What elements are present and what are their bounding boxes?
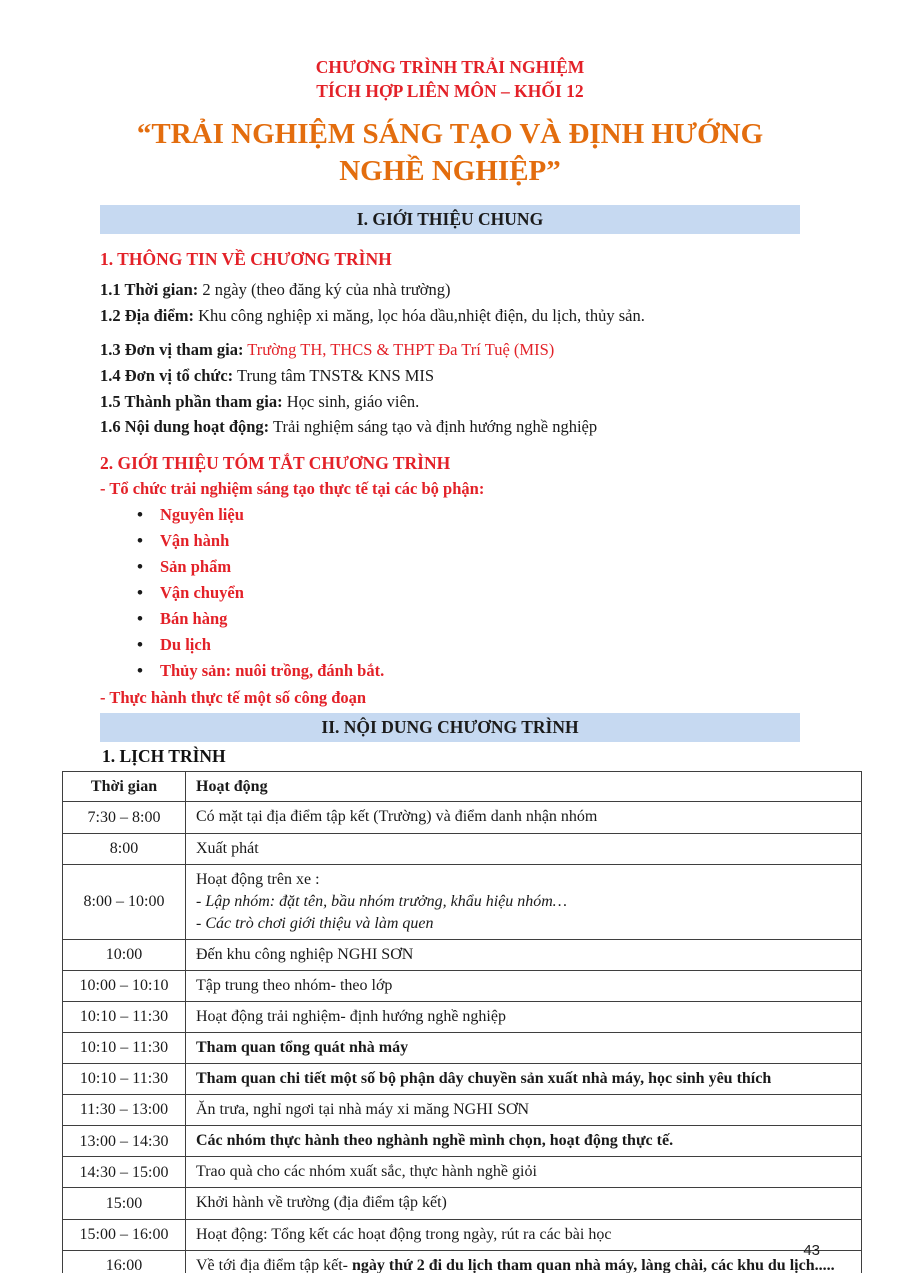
section-banner-1: I. GIỚI THIỆU CHUNG (100, 205, 800, 234)
activity-line: Hoạt động trên xe : (196, 870, 320, 888)
activity-line: Trao quà cho các nhóm xuất sắc, thực hành nghề giỏi (196, 1163, 537, 1181)
info-label: 1.5 Thành phần tham gia: (100, 391, 283, 411)
activity-cell (186, 1064, 862, 1095)
list-item: • Sản phẩm (100, 558, 800, 577)
summary-intro: - Tổ chức trải nghiệm sáng tạo thực tế tại các bộ phận: (100, 479, 485, 499)
activity-line: Khởi hành về trường (địa điểm tập kết) (196, 1194, 447, 1212)
schedule-heading: 1. LỊCH TRÌNH (102, 745, 226, 766)
table-row (63, 1126, 862, 1157)
doc-header-line1: CHƯƠNG TRÌNH TRẢI NGHIỆM (315, 57, 585, 77)
activity-line: Hoạt động trải nghiệm- định hướng nghề nghiệp (196, 1007, 506, 1025)
list-item: • Nguyên liệu (100, 506, 800, 525)
info-value: Trải nghiệm sáng tạo và định hướng nghề nghiệp (269, 417, 598, 437)
doc-header-line2: TÍCH HỢP LIÊN MÔN – KHỐI 12 (316, 80, 584, 101)
time-header-cell: Thời gian (63, 771, 186, 802)
table-row (63, 802, 862, 833)
table-row (63, 970, 862, 1001)
activity-line: Hoạt động: Tổng kết các hoạt động trong ngày, rút ra các bài học (196, 1225, 612, 1243)
info-label: 1.1 Thời gian: (100, 280, 199, 300)
time-cell: 10:10 – 11:30 (63, 1064, 186, 1095)
program-title-line2: NGHỀ NGHIỆP” (339, 155, 561, 188)
table-row (63, 1157, 862, 1188)
activity-header-cell: Hoạt động (186, 771, 862, 802)
info-line (100, 339, 800, 361)
activity-cell (186, 864, 862, 939)
info-value: 2 ngày (theo đăng ký của nhà trường) (198, 280, 451, 300)
activity-line: Xuất phát (196, 839, 259, 857)
section-banner-2: II. NỘI DUNG CHƯƠNG TRÌNH (100, 713, 800, 742)
program-title (100, 116, 800, 190)
activity-line: - Các trò chơi giới thiệu và làm quen (196, 914, 434, 932)
activity-cell (186, 1157, 862, 1188)
table-row (63, 1188, 862, 1219)
activity-cell (186, 1126, 862, 1157)
table-row (63, 864, 862, 939)
info-value: Trường TH, THCS & THPT Đa Trí Tuệ (MIS) (243, 340, 555, 359)
activity-cell (186, 939, 862, 970)
info-value: Khu công nghiệp xi măng, lọc hóa dầu,nhiệt điện, du lịch, thủy sản. (193, 306, 645, 326)
time-cell: 11:30 – 13:00 (63, 1095, 186, 1126)
info-label: 1.4 Đơn vị tổ chức: (100, 365, 234, 385)
activity-cell (186, 802, 862, 833)
time-cell: 8:00 – 10:00 (63, 864, 186, 939)
activity-line: Đến khu công nghiệp NGHI SƠN (196, 945, 414, 963)
table-row (63, 1001, 862, 1032)
program-info-list (100, 279, 800, 438)
activity-cell (186, 1095, 862, 1126)
schedule-table (62, 771, 862, 1273)
info-value: Học sinh, giáo viên. (282, 391, 420, 411)
list-item: • Bán hàng (100, 610, 800, 629)
activity-line: - Lập nhóm: đặt tên, bầu nhóm trưởng, khẩu hiệu nhóm… (196, 892, 568, 910)
activity-line: Các nhóm thực hành theo nghành nghề mình chọn, hoạt động thực tế. (196, 1132, 674, 1150)
activity-line: Có mặt tại địa điểm tập kết (Trường) và điểm danh nhận nhóm (196, 808, 598, 826)
info-label: 1.3 Đơn vị tham gia: (100, 340, 244, 359)
info-line (100, 305, 800, 327)
section-1-heading: 1. THÔNG TIN VỀ CHƯƠNG TRÌNH (100, 249, 392, 270)
program-title-line1: “TRẢI NGHIỆM SÁNG TẠO VÀ ĐỊNH HƯỚNG (136, 118, 764, 151)
activity-line: Về tới địa điểm tập kết- ngày thứ 2 đi du lịch tham quan nhà máy, làng chài, các khu du lịch..... (196, 1256, 835, 1273)
info-value: Trung tâm TNST& KNS MIS (233, 365, 435, 385)
info-line (100, 279, 800, 301)
summary-outro: - Thực hành thực tế một số công đoạn (100, 687, 367, 707)
activity-cell (186, 1001, 862, 1032)
table-row (63, 1033, 862, 1064)
table-row (63, 1250, 862, 1273)
activity-cell (186, 833, 862, 864)
time-cell: 10:00 – 10:10 (63, 970, 186, 1001)
time-cell: 10:10 – 11:30 (63, 1001, 186, 1032)
time-cell: 15:00 – 16:00 (63, 1219, 186, 1250)
table-row (63, 1095, 862, 1126)
schedule-table-body (63, 802, 862, 1273)
list-item: • Thủy sản: nuôi trồng, đánh bắt. (100, 662, 800, 681)
activity-cell (186, 1188, 862, 1219)
activity-line: Tham quan tổng quát nhà máy (196, 1039, 409, 1057)
page-number: 43 (803, 1242, 820, 1259)
list-item: • Du lịch (100, 636, 800, 655)
info-line (100, 391, 800, 413)
activity-cell (186, 1219, 862, 1250)
table-row (63, 1219, 862, 1250)
section-2-heading: 2. GIỚI THIỆU TÓM TẮT CHƯƠNG TRÌNH (100, 453, 451, 474)
info-line (100, 416, 800, 438)
table-header-row (63, 771, 862, 802)
activity-cell (186, 970, 862, 1001)
time-cell: 14:30 – 15:00 (63, 1157, 186, 1188)
info-label: 1.6 Nội dung hoạt động: (100, 417, 270, 437)
table-row (63, 939, 862, 970)
time-cell: 10:10 – 11:30 (63, 1033, 186, 1064)
time-cell: 13:00 – 14:30 (63, 1126, 186, 1157)
activity-cell (186, 1250, 862, 1273)
time-cell: 8:00 (63, 833, 186, 864)
activity-line: Tập trung theo nhóm- theo lớp (196, 976, 393, 994)
list-item: • Vận chuyển (100, 584, 800, 603)
activity-line: Tham quan chi tiết một số bộ phận dây chuyền sản xuất nhà máy, học sinh yêu thích (196, 1070, 772, 1088)
activity-cell (186, 1033, 862, 1064)
activity-line: Ăn trưa, nghỉ ngơi tại nhà máy xi măng NGHI SƠN (196, 1101, 530, 1119)
table-row (63, 1064, 862, 1095)
experience-bullet-list (100, 506, 800, 681)
time-cell: 16:00 (63, 1250, 186, 1273)
time-cell: 10:00 (63, 939, 186, 970)
schedule-table-wrap (62, 771, 862, 1273)
info-line (100, 365, 800, 387)
info-label: 1.2 Địa điểm: (100, 306, 194, 326)
table-row (63, 833, 862, 864)
time-cell: 7:30 – 8:00 (63, 802, 186, 833)
time-cell: 15:00 (63, 1188, 186, 1219)
list-item: • Vận hành (100, 532, 800, 551)
doc-header (100, 56, 800, 103)
